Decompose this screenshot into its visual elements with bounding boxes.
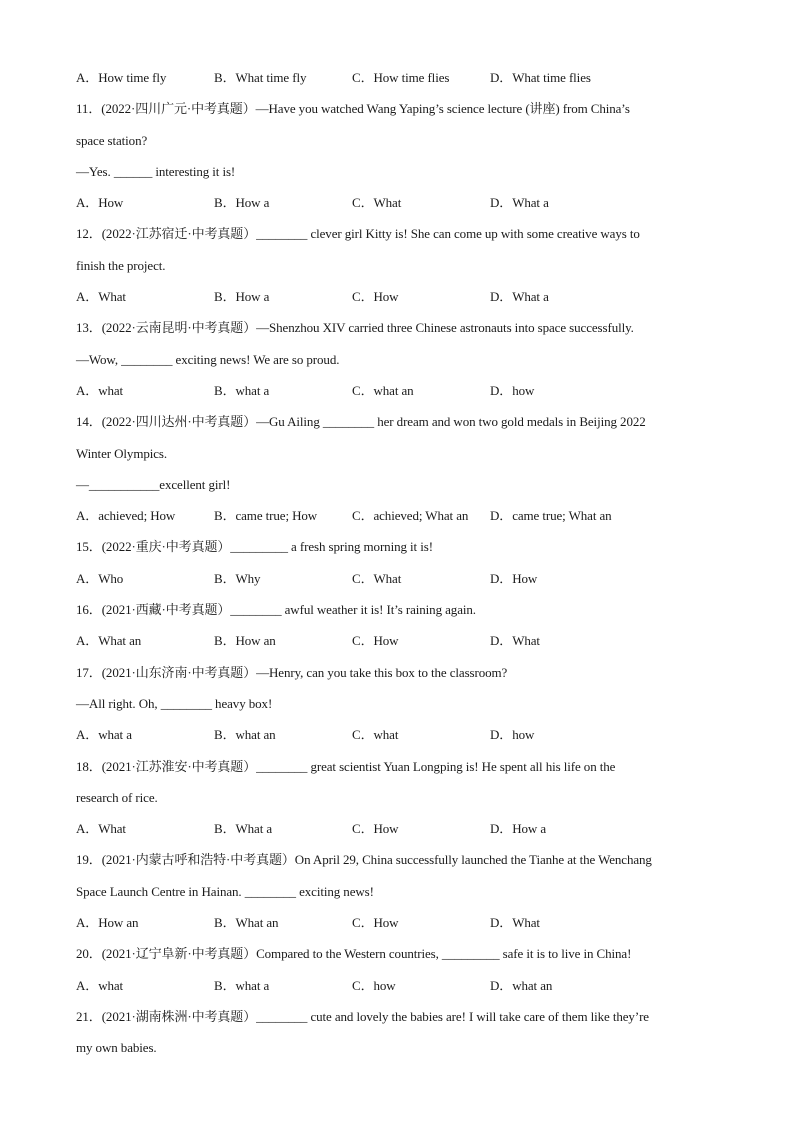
option-b[interactable]: B．what an xyxy=(214,727,276,743)
question-block xyxy=(76,594,716,657)
question-block xyxy=(76,751,716,845)
option-c[interactable]: C．How xyxy=(352,289,399,305)
option-c[interactable]: C．what an xyxy=(352,382,414,398)
option-d[interactable]: D．how xyxy=(490,727,535,743)
option-a[interactable]: A．Who xyxy=(76,570,124,586)
question-line: —Yes. ______ interesting it is! xyxy=(76,163,236,179)
option-c[interactable]: C．What xyxy=(352,570,402,586)
option-b[interactable]: B．Why xyxy=(214,570,261,586)
option-b[interactable]: B．what a xyxy=(214,382,270,398)
option-d[interactable]: D．What xyxy=(490,915,540,931)
options-row xyxy=(76,187,716,218)
question-line: space station? xyxy=(76,132,148,148)
question-line: —___________excellent girl! xyxy=(76,476,231,492)
question-line: finish the project. xyxy=(76,257,166,273)
question-line: —All right. Oh, ________ heavy box! xyxy=(76,695,273,711)
option-b[interactable]: B．How an xyxy=(214,633,276,649)
question-line: Winter Olympics. xyxy=(76,445,168,461)
options-row xyxy=(76,625,716,656)
option-d[interactable]: D．what an xyxy=(490,977,553,993)
question-block xyxy=(76,1001,716,1064)
option-c[interactable]: C．what xyxy=(352,727,399,743)
option-b[interactable]: B．what a xyxy=(214,977,270,993)
option-a[interactable]: A．How an xyxy=(76,915,139,931)
option-a[interactable]: A．How xyxy=(76,195,124,211)
question-block xyxy=(76,938,716,1001)
option-c[interactable]: C．How xyxy=(352,633,399,649)
option-d[interactable]: D．What a xyxy=(490,289,549,305)
question-stem: 21．(2021·湖南株洲·中考真题）________ cute and lovely the babies are! I will take care of them like they’re xyxy=(76,1008,649,1024)
option-b[interactable]: B．What a xyxy=(214,821,273,837)
option-b[interactable]: B．How a xyxy=(214,289,270,305)
option-c[interactable]: C．how xyxy=(352,977,396,993)
question-block xyxy=(76,62,716,93)
option-a[interactable]: A．What xyxy=(76,289,126,305)
question-stem: 18．(2021·江苏淮安·中考真题）________ great scientist Yuan Longping is! He spent all his life on the xyxy=(76,758,616,774)
option-d[interactable]: D．How xyxy=(490,570,538,586)
question-stem: 15．(2022·重庆·中考真题）_________ a fresh spring morning it is! xyxy=(76,539,433,555)
options-row xyxy=(76,375,716,406)
question-line: research of rice. xyxy=(76,789,158,805)
question-line: —Wow, ________ exciting news! We are so proud. xyxy=(76,351,340,367)
question-line: my own babies. xyxy=(76,1040,157,1056)
options-row xyxy=(76,62,716,93)
option-d[interactable]: D．What a xyxy=(490,195,549,211)
option-b[interactable]: B．How a xyxy=(214,195,270,211)
options-row xyxy=(76,563,716,594)
options-row xyxy=(76,970,716,1001)
question-stem: 16．(2021·西藏·中考真题）________ awful weather it is! It’s raining again. xyxy=(76,602,476,618)
option-c[interactable]: C．achieved; What an xyxy=(352,508,469,524)
question-block xyxy=(76,844,716,938)
question-block xyxy=(76,93,716,218)
option-a[interactable]: A．what xyxy=(76,977,124,993)
option-a[interactable]: A．How time fly xyxy=(76,70,167,85)
question-stem: 11．(2022·四川广元·中考真题）—Have you watched Wang Yaping’s science lecture (讲座) from China’s xyxy=(76,101,630,117)
option-c[interactable]: C．How xyxy=(352,821,399,837)
options-row xyxy=(76,719,716,750)
option-d[interactable]: D．came true; What an xyxy=(490,508,612,524)
option-a[interactable]: A．what xyxy=(76,382,124,398)
question-block xyxy=(76,657,716,751)
option-a[interactable]: A．what a xyxy=(76,727,132,743)
options-row xyxy=(76,907,716,938)
question-sheet xyxy=(76,62,716,1064)
option-d[interactable]: D．how xyxy=(490,382,535,398)
option-b[interactable]: B．What time fly xyxy=(214,70,307,85)
option-c[interactable]: C．How time flies xyxy=(352,70,450,85)
question-line: Space Launch Centre in Hainan. ________ exciting news! xyxy=(76,883,374,899)
question-stem: 20．(2021·辽宁阜新·中考真题）Compared to the Western countries, _________ safe it is to live in China! xyxy=(76,946,632,962)
question-stem: 19．(2021·内蒙古呼和浩特·中考真题）On April 29, China successfully launched the Tianhe at the Wenchang xyxy=(76,852,652,868)
option-c[interactable]: C．How xyxy=(352,915,399,931)
question-stem: 13．(2022·云南昆明·中考真题）—Shenzhou XIV carried three Chinese astronauts into space successfully. xyxy=(76,320,634,336)
question-stem: 12．(2022·江苏宿迁·中考真题）________ clever girl Kitty is! She can come up with some creative ways to xyxy=(76,226,640,242)
question-block xyxy=(76,312,716,406)
option-c[interactable]: C．What xyxy=(352,195,402,211)
options-row xyxy=(76,281,716,312)
option-b[interactable]: B．What an xyxy=(214,915,279,931)
option-a[interactable]: A．What xyxy=(76,821,126,837)
option-d[interactable]: D．What xyxy=(490,633,540,649)
question-block xyxy=(76,218,716,312)
option-a[interactable]: A．What an xyxy=(76,633,142,649)
question-stem: 17．(2021·山东济南·中考真题）—Henry, can you take this box to the classroom? xyxy=(76,664,508,680)
options-row xyxy=(76,500,716,531)
question-stem: 14．(2022·四川达州·中考真题）—Gu Ailing ________ her dream and won two gold medals in Beijing 2022 xyxy=(76,414,646,430)
options-row xyxy=(76,813,716,844)
option-b[interactable]: B．came true; How xyxy=(214,508,318,524)
option-d[interactable]: D．What time flies xyxy=(490,70,591,85)
option-d[interactable]: D．How a xyxy=(490,821,546,837)
question-block xyxy=(76,531,716,594)
option-a[interactable]: A．achieved; How xyxy=(76,508,176,524)
question-block xyxy=(76,406,716,531)
